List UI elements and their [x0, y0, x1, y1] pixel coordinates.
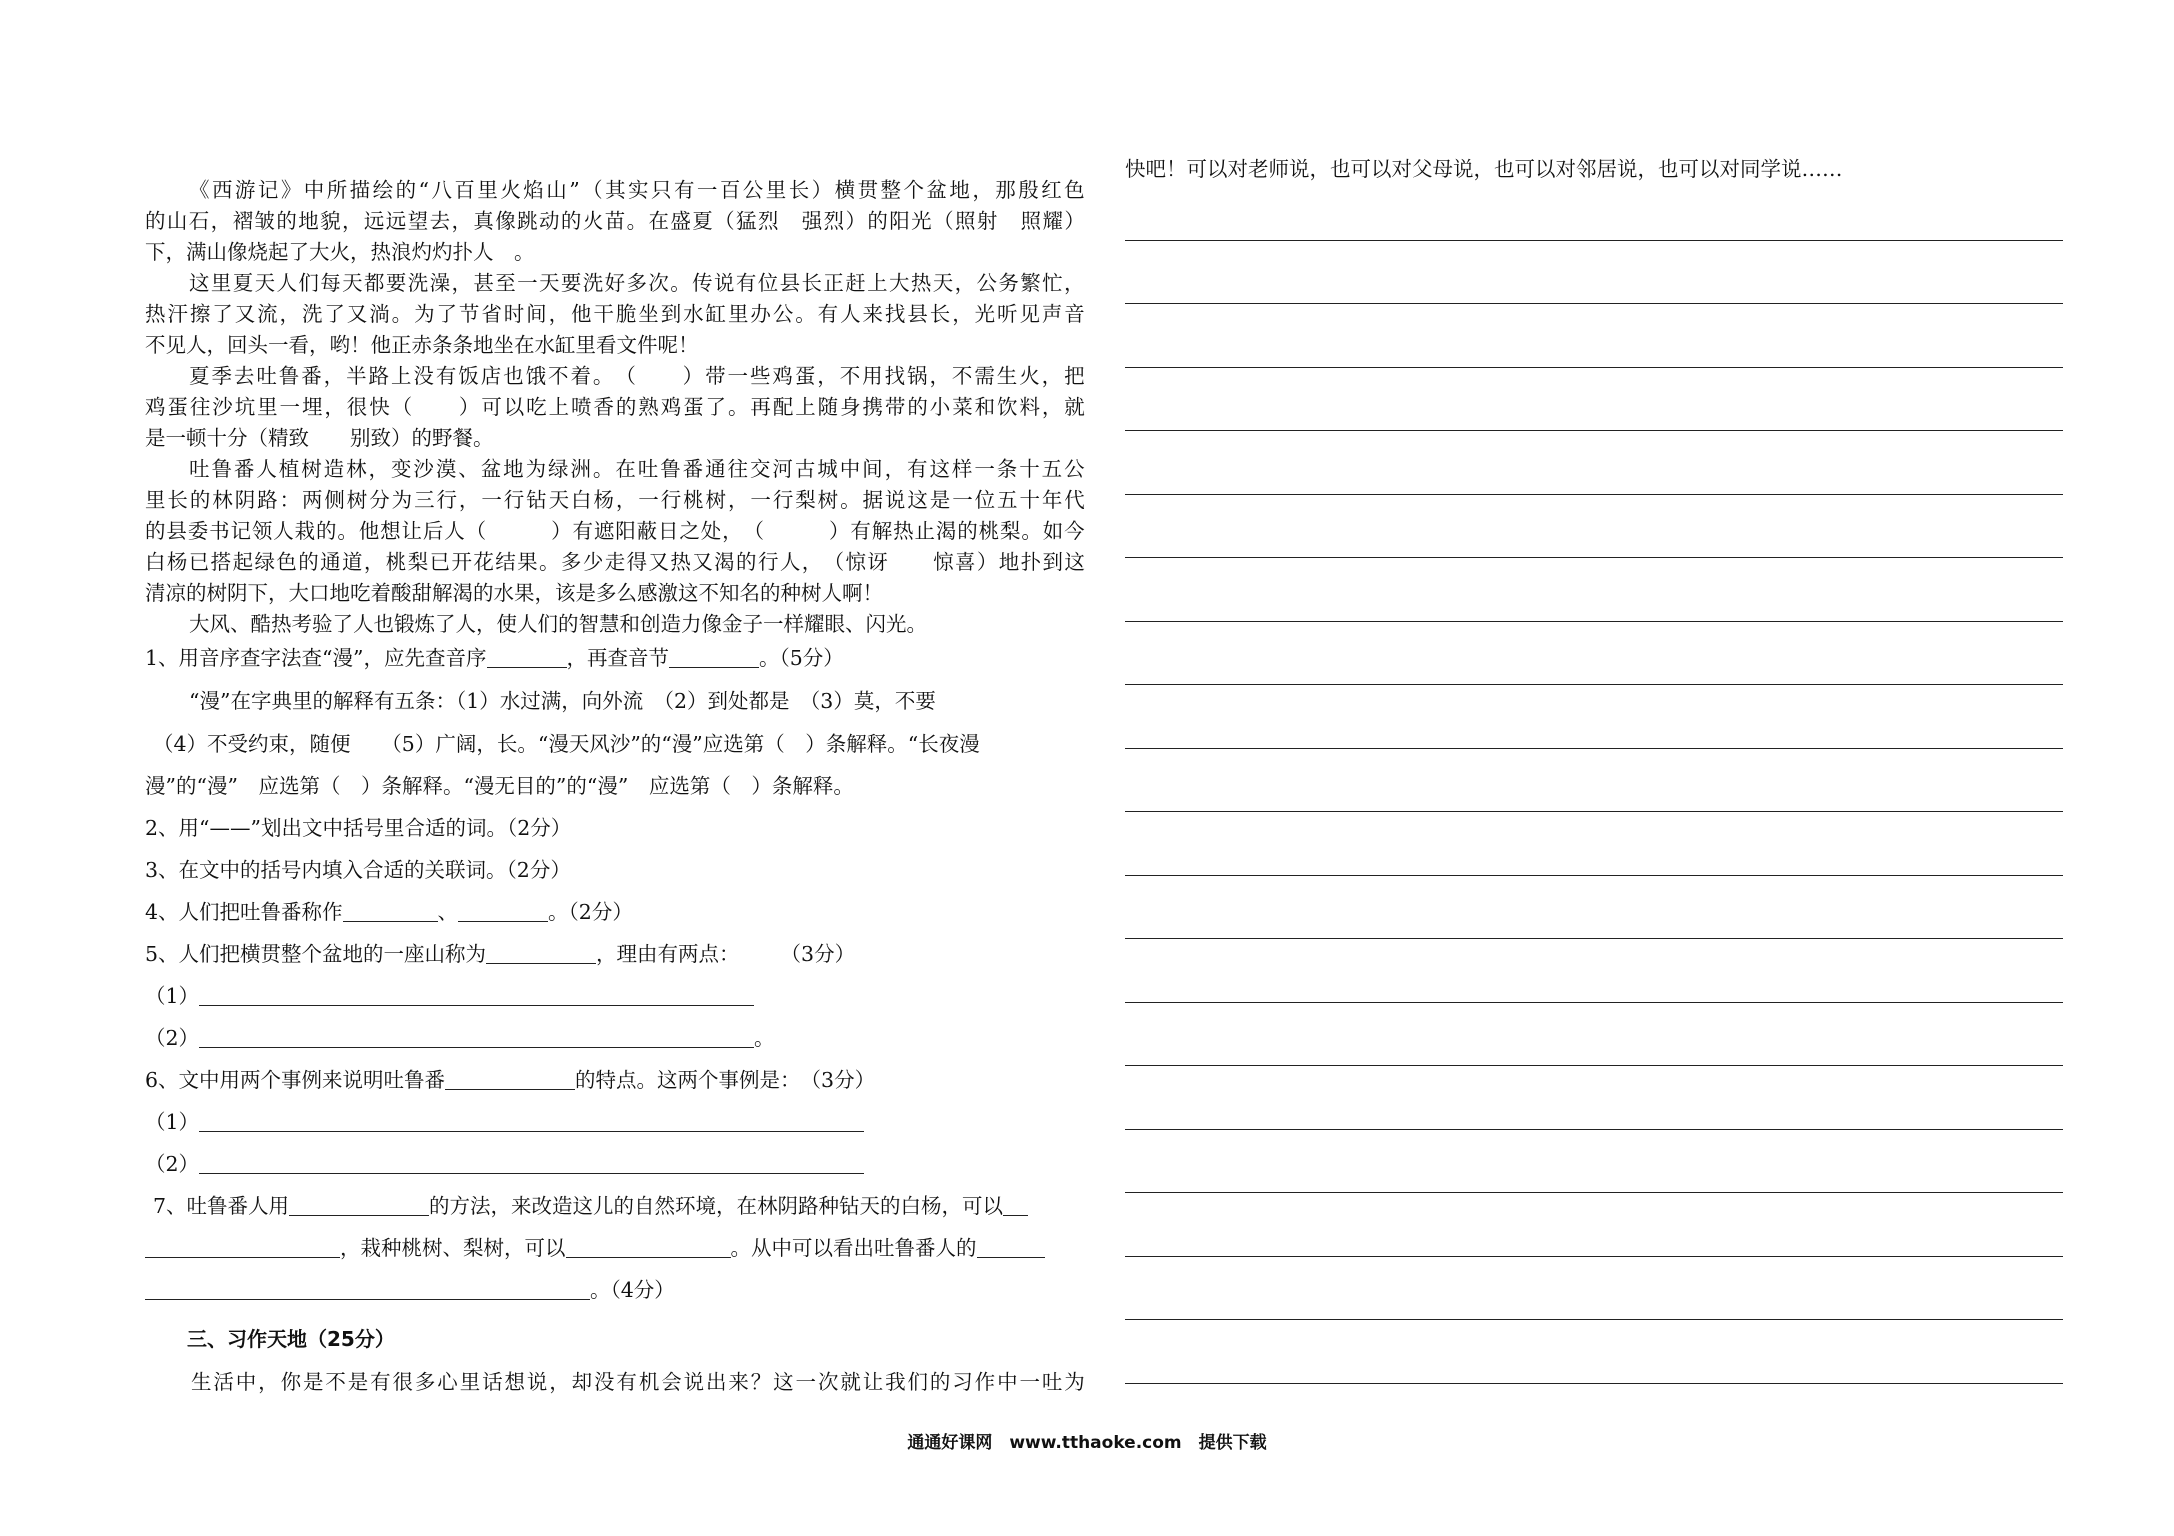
question-1-definitions: 漫”的“漫” 应选第（ ）条解释。“漫无目的”的“漫” 应选第（ ）条解释。 [145, 774, 854, 798]
answer-blank[interactable] [289, 1193, 429, 1216]
question-text: 。 [754, 1026, 775, 1050]
text-line: 的 县 委 书 记 领 人 栽 的 。 他 想 让 后 人 （ ） 有 遮 阳 蔽 日 之 处 ， （ ） 有 解 热 止 渴 的 桃 梨 。 如 今 [145, 519, 1085, 543]
text-line: 这 里 夏 天 人 们 每 天 都 要 洗 澡 ， 甚 至 一 天 要 洗 好 多 次 。 传 说 有 位 县 长 正 赶 上 大 热 天 ， 公 务 繁 忙 ， [189, 271, 1085, 295]
answer-blank[interactable] [343, 899, 438, 922]
question-text: ，栽种桃树、梨树，可以 [340, 1236, 566, 1260]
answer-line[interactable] [199, 1025, 754, 1048]
answer-line[interactable] [199, 983, 754, 1006]
text-line: 白 杨 已 搭 起 绿 色 的 通 道 ， 桃 梨 已 开 花 结 果 。 多 少 走 得 又 热 又 渴 的 行 人 ， （ 惊 讶 惊 喜 ） 地 扑 到 这 [145, 550, 1085, 574]
question-2: 2、用“——”划出文中括号里合适的词。（2分） [145, 816, 572, 840]
answer-blank[interactable] [445, 1067, 575, 1090]
answer-line[interactable] [199, 1109, 864, 1132]
question-7-line-2 [145, 1233, 1085, 1264]
question-text: 。从中可以看出吐鲁番人的 [730, 1236, 977, 1260]
question-1-definitions: （4）不受约束，随便 （5）广阔，长。“漫天风沙”的“漫”应选第（ ）条解释。“长夜漫 [153, 732, 980, 756]
writing-line[interactable] [1125, 875, 2063, 876]
question-text: 6、文中用两个事例来说明吐鲁番 [145, 1068, 446, 1092]
writing-line[interactable] [1125, 303, 2063, 304]
writing-line[interactable] [1125, 494, 2063, 495]
paragraph-2 [145, 268, 1085, 361]
writing-line[interactable] [1125, 1256, 2063, 1257]
answer-blank[interactable] [145, 1277, 590, 1300]
question-1 [145, 643, 1085, 674]
paragraph-5: 大风、酷热考验了人也锻炼了人，使人们的智慧和创造力像金子一样耀眼、闪光。 [189, 612, 927, 636]
writing-line[interactable] [1125, 938, 2063, 939]
writing-line[interactable] [1125, 684, 2063, 685]
writing-line[interactable] [1125, 1065, 2063, 1066]
answer-blank[interactable] [486, 941, 596, 964]
text-line: 清凉的树阴下，大口地吃着酸甜解渴的水果，该是多么感激这不知名的种树人啊！ [145, 581, 883, 605]
question-text: ，理由有两点： （3分） [596, 942, 856, 966]
writing-line[interactable] [1125, 1192, 2063, 1193]
answer-blank[interactable] [458, 899, 548, 922]
text-line: 是一顿十分（精致 别致）的野餐。 [145, 426, 494, 450]
composition-prompt: 生 活 中 ， 你 是 不 是 有 很 多 心 里 话 想 说 ， 却 没 有 机 会 说 出 来 ？ 这 一 次 就 让 我 们 的 习 作 中 一 吐 为 [191, 1370, 1085, 1394]
answer-line[interactable] [199, 1151, 864, 1174]
writing-line[interactable] [1125, 557, 2063, 558]
question-text: 。（2分） [548, 900, 633, 924]
question-6-example-2 [145, 1149, 1085, 1180]
writing-line[interactable] [1125, 748, 2063, 749]
item-label: （1） [145, 984, 200, 1008]
text-line: 不见人，回头一看，哟！他正赤条条地坐在水缸里看文件呢！ [145, 333, 699, 357]
item-label: （2） [145, 1152, 200, 1176]
writing-line[interactable] [1125, 367, 2063, 368]
question-text: 1、用音序查字法查“漫”，应先查音序 [145, 646, 487, 670]
question-text: ，再查音节 [566, 646, 670, 670]
question-text: 的特点。这两个事例是： （3分） [575, 1068, 876, 1092]
writing-line[interactable] [1125, 1129, 2063, 1130]
question-text: 、 [437, 900, 459, 924]
answer-blank[interactable] [669, 645, 759, 668]
answer-blank[interactable] [977, 1235, 1045, 1258]
answer-blank[interactable] [145, 1235, 340, 1258]
question-7-line-3 [145, 1275, 1085, 1306]
section-3-heading: 三、习作天地（25分） [187, 1327, 395, 1351]
answer-blank[interactable] [487, 645, 567, 668]
question-1-definitions: “漫”在字典里的解释有五条：（1）水过满，向外流 （2）到处都是 （3）莫，不要 [189, 689, 936, 713]
question-text: 4、人们把吐鲁番称作 [145, 900, 343, 924]
left-column [145, 175, 1085, 1398]
footer-credit: 通通好课网 www.tthaoke.com 提供下载 [907, 1433, 1267, 1453]
text-line: 夏 季 去 吐 鲁 番 ， 半 路 上 没 有 饭 店 也 饿 不 着 。 （ ） 带 一 些 鸡 蛋 ， 不 用 找 锅 ， 不 需 生 火 ， 把 [189, 364, 1085, 388]
text-line: 鸡 蛋 往 沙 坑 里 一 埋 ， 很 快 （ ） 可 以 吃 上 喷 香 的 熟 鸡 蛋 了 。 再 配 上 随 身 携 带 的 小 菜 和 饮 料 ， 就 [145, 395, 1085, 419]
question-5 [145, 939, 1085, 970]
question-5-reason-2 [145, 1023, 1085, 1054]
composition-prompt-continued: 快吧！可以对老师说，也可以对父母说，也可以对邻居说，也可以对同学说…… [1125, 157, 1843, 181]
question-4 [145, 897, 1085, 928]
paragraph-4 [145, 454, 1085, 609]
answer-blank[interactable] [1003, 1193, 1028, 1216]
question-6 [145, 1065, 1085, 1096]
writing-line[interactable] [1125, 621, 2063, 622]
question-text: 7、吐鲁番人用 [153, 1194, 290, 1218]
item-label: （1） [145, 1110, 200, 1134]
question-text: 5、人们把横贯整个盆地的一座山称为 [145, 942, 487, 966]
question-text: 。（5分） [759, 646, 844, 670]
text-line: 《 西 游 记 》 中 所 描 绘 的 “ 八 百 里 火 焰 山 ” （ 其 实 只 有 一 百 公 里 长 ） 横 贯 整 个 盆 地 ， 那 殷 红 色 [189, 178, 1085, 202]
text-line: 里 长 的 林 阴 路 ： 两 侧 树 分 为 三 行 ， 一 行 钻 天 白 杨 ， 一 行 桃 树 ， 一 行 梨 树 。 据 说 这 是 一 位 五 十 年 代 [145, 488, 1085, 512]
text-line: 热 汗 擦 了 又 流 ， 洗 了 又 淌 。 为 了 节 省 时 间 ， 他 干 脆 坐 到 水 缸 里 办 公 。 有 人 来 找 县 长 ， 光 听 见 声 音 [145, 302, 1085, 326]
paragraph-3 [145, 361, 1085, 454]
writing-line[interactable] [1125, 430, 2063, 431]
writing-line[interactable] [1125, 1383, 2063, 1384]
question-text: 的方法，来改造这儿的自然环境，在林阴路种钻天的白杨，可以 [429, 1194, 1004, 1218]
question-6-example-1 [145, 1107, 1085, 1138]
question-7 [145, 1191, 1085, 1222]
question-5-reason-1 [145, 981, 1085, 1012]
paragraph-1 [145, 175, 1085, 268]
text-line: 的 山 石 ， 褶 皱 的 地 貌 ， 远 远 望 去 ， 真 像 跳 动 的 火 苗 。 在 盛 夏 （ 猛 烈 强 烈 ） 的 阳 光 （ 照 射 照 耀 ） [145, 209, 1085, 233]
question-3: 3、在文中的括号内填入合适的关联词。（2分） [145, 858, 571, 882]
writing-line[interactable] [1125, 240, 2063, 241]
writing-line[interactable] [1125, 811, 2063, 812]
writing-line[interactable] [1125, 1002, 2063, 1003]
item-label: （2） [145, 1026, 200, 1050]
text-line: 吐 鲁 番 人 植 树 造 林 ， 变 沙 漠 、 盆 地 为 绿 洲 。 在 吐 鲁 番 通 往 交 河 古 城 中 间 ， 有 这 样 一 条 十 五 公 [189, 457, 1085, 481]
writing-line[interactable] [1125, 1319, 2063, 1320]
text-line: 下，满山像烧起了大火，热浪灼灼扑人 。 [145, 240, 535, 264]
question-text: 。（4分） [590, 1278, 675, 1302]
answer-blank[interactable] [566, 1235, 731, 1258]
